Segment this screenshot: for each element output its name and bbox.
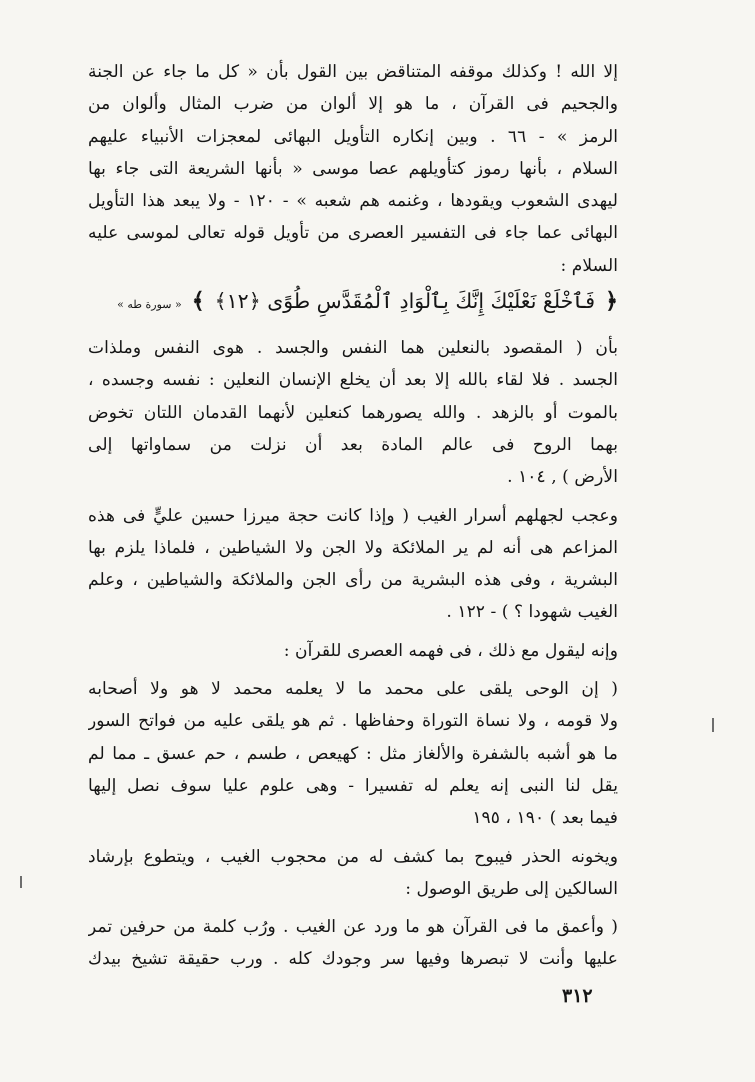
- verse-reference: « سورة طه »: [117, 298, 182, 312]
- paragraph-1: [88, 56, 618, 282]
- paragraph-3: [88, 500, 618, 629]
- text-line: فيما بعد ) ١٩٠ ، ١٩٥: [472, 808, 618, 829]
- text-line: ليهدى الشعوب ويقودها ، وغنمه هم شعبه » - ١٢٠ - ولا يبعد هذا التأويل: [88, 191, 618, 212]
- text-line: عليها وأنت لا تبصرها وفيها سر وجودك كله . ورب حقيقة تشيخ بيدك: [88, 949, 618, 970]
- text-line: ( وأعمق ما فى القرآن هو ما ورد عن الغيب . ورُب كلمة من حرفين تمر: [88, 917, 618, 938]
- text-line: البشرية ، وفى هذه البشرية من رأى الجن والملائكة والشياطين ، وعلم: [88, 570, 618, 591]
- text-line: ( إن الوحى يلقى على محمد ما لا يعلمه محمد لا هو ولا أصحابه: [88, 679, 618, 700]
- text-line: الجسد . فلا لقاء بالله إلا بعد أن يخلع الإنسان النعلين : نفسه وجسده ،: [88, 370, 618, 391]
- text-line: ويخونه الحذر فيبوح بما كشف له من محجوب الغيب ، ويتطوع بإرشاد: [88, 846, 618, 867]
- text-line: يقل لنا النبى إنه يعلم له تفسيرا - وهى علوم عليا سوف نصل إليها: [88, 775, 618, 796]
- text-line: السلام :: [560, 255, 618, 276]
- paragraph-5: [88, 673, 618, 834]
- scan-mark: [712, 718, 714, 732]
- text-line: السالكين إلى طريق الوصول :: [405, 878, 618, 899]
- text-line: بالموت أو بالزهد . والله يصورهما كنعلين لأنهما القدمان اللتان تخوض: [88, 402, 618, 423]
- page-body: [88, 56, 618, 982]
- paragraph-6: [88, 841, 618, 906]
- text-line: بأن ( المقصود بالنعلين هما النفس والجسد . هوى النفس وملذات: [88, 338, 618, 359]
- text-line: الأرض ) , ١٠٤ .: [507, 467, 618, 488]
- text-line: ولا قومه ، ولا نساة التوراة وحفاظها . ثم هو يلقى عليه من فواتح السور: [88, 711, 618, 732]
- paragraph-4: [88, 635, 618, 667]
- text-line: بهما الروح فى عالم المادة بعد أن نزلت من سماواتها إلى: [88, 434, 618, 455]
- text-line: البهائى عما جاء فى التفسير العصرى من تأويل قوله تعالى لموسى عليه: [88, 223, 618, 244]
- text-line: والجحيم فى القرآن ، ما هو إلا ألوان من ضرب المثال وألوان من: [88, 94, 618, 115]
- page-number: ٣١٢: [562, 985, 593, 1007]
- paragraph-7: [88, 911, 618, 976]
- scan-mark: [20, 876, 22, 888]
- verse-close-bracket: ﴾: [191, 288, 205, 315]
- verse-text: فَٱخْلَعْ نَعْلَيْكَ إِنَّكَ بِٱلْوَادِ ٱلْمُقَدَّسِ طُوًى ﴿١٢﴾: [214, 289, 596, 314]
- text-line: السلام ، بأنها رموز كتأويلهم عصا موسى « بأنها الشريعة التى جاء بها: [88, 158, 618, 179]
- paragraph-2: [88, 332, 618, 493]
- verse-open-bracket: ﴿: [605, 288, 618, 315]
- text-line: وعجب لجهلهم أسرار الغيب ( وإذا كانت حجة ميرزا حسين عليٍّ فى هذه: [88, 505, 618, 526]
- text-line: الغيب شهودا ؟ ) - ١٢٢ .: [446, 602, 618, 623]
- text-line: المزاعم هى أنه لم ير الملائكة ولا الجن ولا الشياطين ، فلماذا يلزم بها: [88, 537, 618, 558]
- quran-verse: [88, 288, 618, 324]
- text-line: الرمز » - ٦٦ . وبين إنكاره التأويل البهائى لمعجزات الأنبياء عليهم: [88, 126, 618, 147]
- text-line: ما هو أشبه بالشفرة والألغاز مثل : كهيعص ، طسم ، حم عسق ـ مما لم: [88, 743, 618, 764]
- text-line: وإنه ليقول مع ذلك ، فى فهمه العصرى للقرآن :: [283, 640, 618, 661]
- text-line: إلا الله ! وكذلك موقفه المتناقض بين القول بأن « كل ما جاء عن الجنة: [88, 62, 618, 82]
